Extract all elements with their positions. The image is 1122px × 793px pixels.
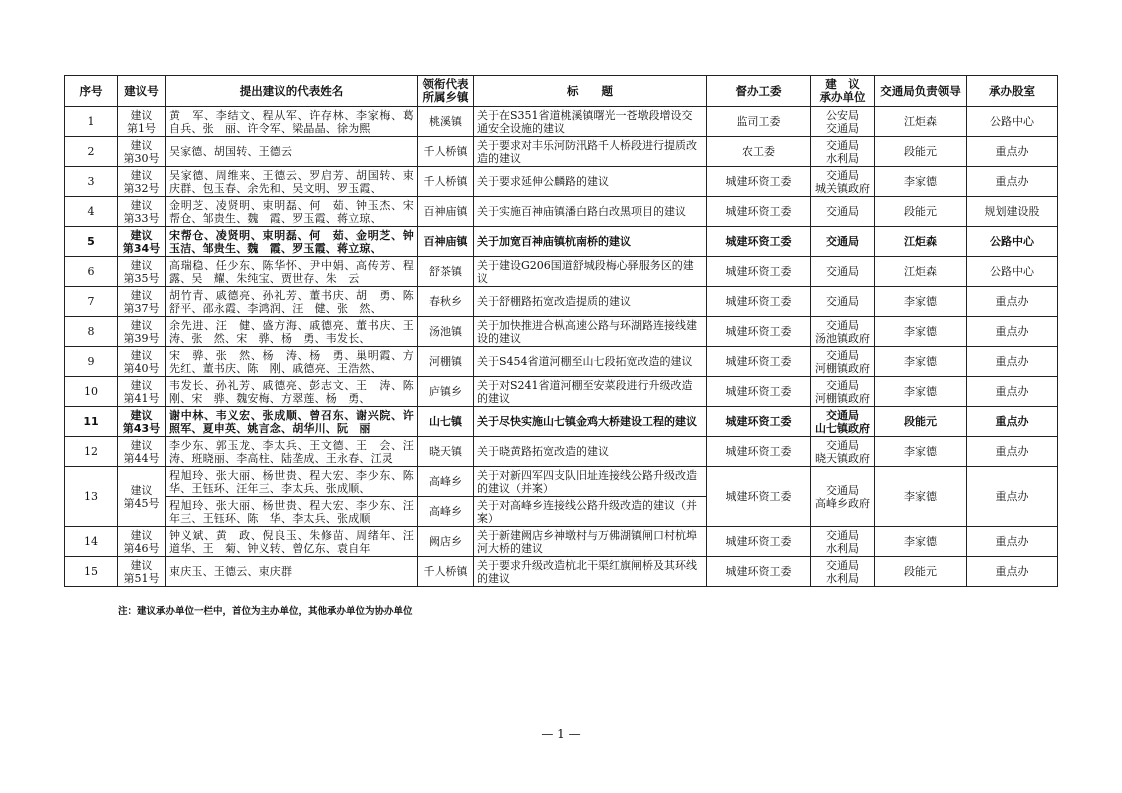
row-town: 高峰乡	[418, 467, 474, 497]
row-leader: 李家德	[875, 437, 967, 467]
row-unit	[811, 167, 875, 197]
row-proposal-no	[118, 347, 166, 377]
row-office: 重点办	[967, 437, 1058, 467]
row-proposal-no-line1: 建议	[130, 198, 153, 212]
row-proposal-no-line1: 建议	[130, 228, 153, 242]
row-unit-line1: 交通局	[826, 235, 859, 248]
row-office: 重点办	[967, 557, 1058, 587]
header-delegate-names: 提出建议的代表姓名	[166, 76, 418, 107]
row-seq: 6	[65, 257, 118, 287]
row-office: 重点办	[967, 167, 1058, 197]
table-footnote: 注：建议承办单位一栏中，首位为主办单位，其他承办单位为协办单位	[118, 606, 413, 617]
row-unit	[811, 227, 875, 257]
row-leader: 李家德	[875, 347, 967, 377]
table-row	[65, 317, 1058, 347]
row-leader: 李家德	[875, 467, 967, 527]
row-proposal-no-line2: 第46号	[123, 541, 160, 555]
row-leader: 段能元	[875, 407, 967, 437]
row-leader: 江炬森	[875, 107, 967, 137]
row-unit-line2: 水利局	[826, 571, 859, 585]
row-delegate-names: 吴家德、周维来、王德云、罗启芳、胡国转、束庆群、包玉春、余先和、吴文明、罗玉霞、	[166, 167, 418, 197]
row-delegate-names: 李少东、郭玉龙、李太兵、王文德、王 会、汪涛、班晓丽、李高柱、陆垄成、王永春、江灵	[166, 437, 418, 467]
row-town: 千人桥镇	[418, 167, 474, 197]
row-unit-line1: 交通局	[826, 295, 859, 308]
row-proposal-no-line2: 第34号	[122, 241, 161, 255]
row-town: 千人桥镇	[418, 137, 474, 167]
row-proposal-no	[118, 137, 166, 167]
row-unit	[811, 257, 875, 287]
row-unit-line2: 交通局	[826, 121, 859, 135]
row-leader: 李家德	[875, 317, 967, 347]
row-delegate-names: 钟义斌、黄 政、倪良玉、朱修苗、周绪年、汪道华、王 菊、钟义转、曾亿东、袁自年	[166, 527, 418, 557]
row-title: 关于加宽百神庙镇杭南桥的建议	[474, 227, 707, 257]
row-seq: 14	[65, 527, 118, 557]
row-unit-line1: 交通局	[826, 205, 859, 218]
row-title: 关于建设G206国道舒城段梅心驿服务区的建议	[474, 257, 707, 287]
row-unit-line2: 河棚镇政府	[815, 391, 870, 405]
row-unit-line1: 交通局	[826, 483, 859, 497]
row-delegate-names: 程旭玲、张大丽、杨世贵、程大宏、李少东、陈 华、王钰环、汪年三、李太兵、张成顺、	[166, 467, 418, 497]
row-unit-line1: 交通局	[826, 265, 859, 278]
row-delegate-names: 吴家德、胡国转、王德云	[166, 137, 418, 167]
page-number: — 1 —	[541, 727, 581, 741]
row-seq: 10	[65, 377, 118, 407]
row-proposal-no-line1: 建议	[130, 288, 153, 302]
header-unit-line2: 承办单位	[819, 90, 866, 104]
row-office: 重点办	[967, 137, 1058, 167]
row-town: 晓天镇	[418, 437, 474, 467]
table-row	[65, 527, 1058, 557]
row-unit-line2: 晓天镇政府	[815, 451, 870, 465]
row-title: 关于加快推进合枞高速公路与环湖路连接线建设的建议	[474, 317, 707, 347]
row-proposal-no-line1: 建议	[130, 558, 153, 572]
table-row	[65, 287, 1058, 317]
row-delegate-names: 胡竹青、戚德亮、孙礼芳、董书庆、胡 勇、陈舒平、邵永霞、李鸿润、汪 健、张 然、	[166, 287, 418, 317]
row-leader: 段能元	[875, 137, 967, 167]
row-proposal-no-line1: 建议	[130, 438, 153, 452]
row-town: 千人桥镇	[418, 557, 474, 587]
row-unit	[811, 197, 875, 227]
row-proposal-no-line2: 第45号	[123, 496, 160, 510]
header-committee: 督办工委	[707, 76, 811, 107]
row-delegate-names: 高瑞稳、任少东、陈华怀、尹中娟、高传芳、程 露、吴 耀、朱纯宝、贾世存、朱 云	[166, 257, 418, 287]
row-town: 庐镇乡	[418, 377, 474, 407]
row-committee: 城建环资工委	[707, 407, 811, 437]
table-row	[65, 257, 1058, 287]
row-town: 阙店乡	[418, 527, 474, 557]
header-town	[418, 76, 474, 107]
row-title: 关于晓黄路拓宽改造的建议	[474, 437, 707, 467]
row-seq: 2	[65, 137, 118, 167]
row-office: 重点办	[967, 407, 1058, 437]
row-proposal-no	[118, 227, 166, 257]
row-unit-line1: 交通局	[826, 558, 859, 572]
row-unit	[811, 107, 875, 137]
row-proposal-no	[118, 377, 166, 407]
row-town: 桃溪镇	[418, 107, 474, 137]
row-proposal-no	[118, 107, 166, 137]
row-proposal-no	[118, 257, 166, 287]
row-town: 山七镇	[418, 407, 474, 437]
row-unit	[811, 137, 875, 167]
row-leader: 段能元	[875, 557, 967, 587]
row-delegate-names: 余先进、汪 健、盛方海、戚德亮、董书庆、王 涛、张 然、宋 骅、杨 勇、韦发长、	[166, 317, 418, 347]
row-proposal-no-line2: 第33号	[123, 211, 160, 225]
row-unit-line1: 公安局	[826, 108, 859, 122]
row-office: 公路中心	[967, 107, 1058, 137]
row-unit-line2: 山七镇政府	[815, 421, 870, 435]
row-committee: 监司工委	[707, 107, 811, 137]
row-delegate-names: 束庆玉、王德云、束庆群	[166, 557, 418, 587]
row-title: 关于对新四军四支队旧址连接线公路升级改造的建议（并案）	[474, 467, 707, 497]
row-unit-line1: 交通局	[826, 528, 859, 542]
row-office: 公路中心	[967, 257, 1058, 287]
row-town: 舒茶镇	[418, 257, 474, 287]
row-proposal-no	[118, 407, 166, 437]
row-office: 规划建设股	[967, 197, 1058, 227]
row-seq: 8	[65, 317, 118, 347]
table-row	[65, 197, 1058, 227]
row-proposal-no-line2: 第37号	[123, 301, 160, 315]
row-proposal-no-line1: 建议	[130, 318, 153, 332]
table-row	[65, 437, 1058, 467]
table-row	[65, 557, 1058, 587]
row-proposal-no-line2: 第30号	[123, 151, 160, 165]
row-office: 重点办	[967, 347, 1058, 377]
row-unit-line2: 高峰乡政府	[815, 496, 870, 510]
row-proposal-no-line2: 第1号	[127, 121, 156, 135]
row-proposal-no	[118, 317, 166, 347]
row-committee: 城建环资工委	[707, 167, 811, 197]
row-title: 关于要求升级改造杭北干渠红旗闸桥及其环线的建议	[474, 557, 707, 587]
row-office: 重点办	[967, 287, 1058, 317]
header-town-line1: 领衔代表	[422, 77, 469, 91]
row-committee: 城建环资工委	[707, 527, 811, 557]
row-title: 关于对高峰乡连接线公路升级改造的建议（并案）	[474, 497, 707, 527]
row-unit-line2: 河棚镇政府	[815, 361, 870, 375]
row-seq: 11	[65, 407, 118, 437]
header-proposal-no: 建议号	[118, 76, 166, 107]
row-title: 关于尽快实施山七镇金鸡大桥建设工程的建议	[474, 407, 707, 437]
row-proposal-no	[118, 437, 166, 467]
row-proposal-no-line2: 第51号	[123, 571, 160, 585]
table-row	[65, 107, 1058, 137]
row-proposal-no-line1: 建议	[130, 168, 153, 182]
row-leader: 段能元	[875, 197, 967, 227]
row-proposal-no-line2: 第35号	[123, 271, 160, 285]
row-leader: 李家德	[875, 287, 967, 317]
row-committee: 城建环资工委	[707, 557, 811, 587]
header-town-line2: 所属乡镇	[422, 90, 469, 104]
table-row	[65, 227, 1058, 257]
table-row	[65, 377, 1058, 407]
row-office: 公路中心	[967, 227, 1058, 257]
row-proposal-no-line1: 建议	[130, 408, 153, 422]
row-leader: 江炬森	[875, 257, 967, 287]
row-proposal-no-line2: 第32号	[123, 181, 160, 195]
row-unit-line1: 交通局	[826, 138, 859, 152]
row-seq: 13	[65, 467, 118, 527]
row-seq: 12	[65, 437, 118, 467]
row-proposal-no-line1: 建议	[130, 258, 153, 272]
row-proposal-no-line1: 建议	[130, 483, 153, 497]
header-row	[65, 76, 1058, 107]
row-title: 关于实施百神庙镇潘白路白改黑项目的建议	[474, 197, 707, 227]
row-leader: 李家德	[875, 527, 967, 557]
row-unit-line2: 城关镇政府	[815, 181, 870, 195]
header-unit-line1: 建 议	[825, 77, 860, 91]
row-proposal-no	[118, 287, 166, 317]
row-unit	[811, 527, 875, 557]
header-leader: 交通局负责领导	[875, 76, 967, 107]
header-office: 承办股室	[967, 76, 1058, 107]
row-delegate-names: 谢中林、韦义宏、张成顺、曾召东、谢兴院、许照军、夏申英、姚言念、胡华川、阮 丽	[166, 407, 418, 437]
row-delegate-names: 韦发长、孙礼芳、戚德亮、彭志文、王 涛、陈 刚、宋 骅、魏安梅、方翠莲、杨 勇、	[166, 377, 418, 407]
row-proposal-no-line1: 建议	[130, 138, 153, 152]
row-proposal-no-line2: 第40号	[123, 361, 160, 375]
table-row	[65, 467, 1058, 497]
row-delegate-names: 程旭玲、张大丽、杨世贵、程大宏、李少东、汪年三、王钰环、陈 华、李太兵、张成顺	[166, 497, 418, 527]
row-committee: 城建环资工委	[707, 287, 811, 317]
row-unit-line2: 水利局	[826, 541, 859, 555]
row-unit	[811, 377, 875, 407]
row-committee: 农工委	[707, 137, 811, 167]
row-seq: 9	[65, 347, 118, 377]
row-town: 高峰乡	[418, 497, 474, 527]
row-unit-line1: 交通局	[826, 438, 859, 452]
row-leader: 李家德	[875, 167, 967, 197]
row-unit-line1: 交通局	[826, 408, 859, 422]
row-title: 关于要求对丰乐河防汛路千人桥段进行提质改造的建议	[474, 137, 707, 167]
row-title: 关于对S241省道河棚至安菜段进行升级改造的建议	[474, 377, 707, 407]
row-proposal-no-line1: 建议	[130, 108, 153, 122]
row-proposal-no-line1: 建议	[130, 528, 153, 542]
row-unit-line1: 交通局	[826, 378, 859, 392]
row-delegate-names: 宋 骅、张 然、杨 涛、杨 勇、巢明霞、方先红、董书庆、陈 刚、戚德亮、王浩然、	[166, 347, 418, 377]
row-seq: 1	[65, 107, 118, 137]
row-proposal-no-line2: 第43号	[122, 421, 161, 435]
row-proposal-no-line2: 第39号	[123, 331, 160, 345]
row-proposal-no	[118, 197, 166, 227]
row-seq: 15	[65, 557, 118, 587]
row-unit-line1: 交通局	[826, 348, 859, 362]
row-unit-line1: 交通局	[826, 318, 859, 332]
header-title: 标 题	[474, 76, 707, 107]
row-committee: 城建环资工委	[707, 317, 811, 347]
row-proposal-no-line2: 第44号	[123, 451, 160, 465]
row-proposal-no	[118, 167, 166, 197]
table-row	[65, 347, 1058, 377]
row-town: 汤池镇	[418, 317, 474, 347]
row-committee: 城建环资工委	[707, 437, 811, 467]
table-row	[65, 137, 1058, 167]
row-delegate-names: 宋帮仓、凌贤明、束明磊、何 茹、金明芝、钟玉洁、邹贵生、魏 霞、罗玉霞、蒋立琼、	[166, 227, 418, 257]
row-proposal-no-line2: 第41号	[123, 391, 160, 405]
row-seq: 4	[65, 197, 118, 227]
row-unit	[811, 407, 875, 437]
row-unit	[811, 467, 875, 527]
row-title: 关于新建阙店乡神墩村与万佛湖镇闸口村杭埠河大桥的建议	[474, 527, 707, 557]
row-title: 关于舒棚路拓宽改造提质的建议	[474, 287, 707, 317]
row-committee: 城建环资工委	[707, 467, 811, 527]
row-proposal-no	[118, 467, 166, 527]
row-unit	[811, 287, 875, 317]
row-title: 关于S454省道河棚至山七段拓宽改造的建议	[474, 347, 707, 377]
row-committee: 城建环资工委	[707, 347, 811, 377]
row-proposal-no-line1: 建议	[130, 348, 153, 362]
row-unit-line2: 水利局	[826, 151, 859, 165]
row-seq: 7	[65, 287, 118, 317]
table-row	[65, 407, 1058, 437]
row-unit	[811, 557, 875, 587]
row-committee: 城建环资工委	[707, 227, 811, 257]
row-proposal-no-line1: 建议	[130, 378, 153, 392]
row-town: 百神庙镇	[418, 197, 474, 227]
row-seq: 3	[65, 167, 118, 197]
row-title: 关于在S351省道桃溪镇曙光一苍墩段增设交通安全设施的建议	[474, 107, 707, 137]
proposal-table-container	[64, 75, 1057, 587]
row-office: 重点办	[967, 467, 1058, 527]
row-office: 重点办	[967, 527, 1058, 557]
row-town: 河棚镇	[418, 347, 474, 377]
row-town: 百神庙镇	[418, 227, 474, 257]
row-office: 重点办	[967, 317, 1058, 347]
row-unit-line1: 交通局	[826, 168, 859, 182]
row-leader: 李家德	[875, 377, 967, 407]
row-unit	[811, 437, 875, 467]
row-proposal-no	[118, 557, 166, 587]
row-unit	[811, 347, 875, 377]
row-unit-line2: 汤池镇政府	[815, 331, 870, 345]
row-delegate-names: 黄 军、李结文、程从军、许存林、李家梅、葛自兵、张 丽、许令军、梁晶晶、徐为熙	[166, 107, 418, 137]
row-delegate-names: 金明芝、凌贤明、束明磊、何 茹、钟玉杰、宋帮仓、邹贵生、魏 霞、罗玉霞、蒋立琼、	[166, 197, 418, 227]
row-seq: 5	[65, 227, 118, 257]
row-office: 重点办	[967, 377, 1058, 407]
table-row	[65, 167, 1058, 197]
row-unit	[811, 317, 875, 347]
row-committee: 城建环资工委	[707, 197, 811, 227]
row-title: 关于要求延伸公麟路的建议	[474, 167, 707, 197]
table-body	[65, 107, 1058, 587]
row-town: 春秋乡	[418, 287, 474, 317]
header-unit	[811, 76, 875, 107]
row-committee: 城建环资工委	[707, 377, 811, 407]
proposal-table	[64, 75, 1058, 587]
row-committee: 城建环资工委	[707, 257, 811, 287]
row-leader: 江炬森	[875, 227, 967, 257]
row-proposal-no	[118, 527, 166, 557]
header-seq: 序号	[65, 76, 118, 107]
